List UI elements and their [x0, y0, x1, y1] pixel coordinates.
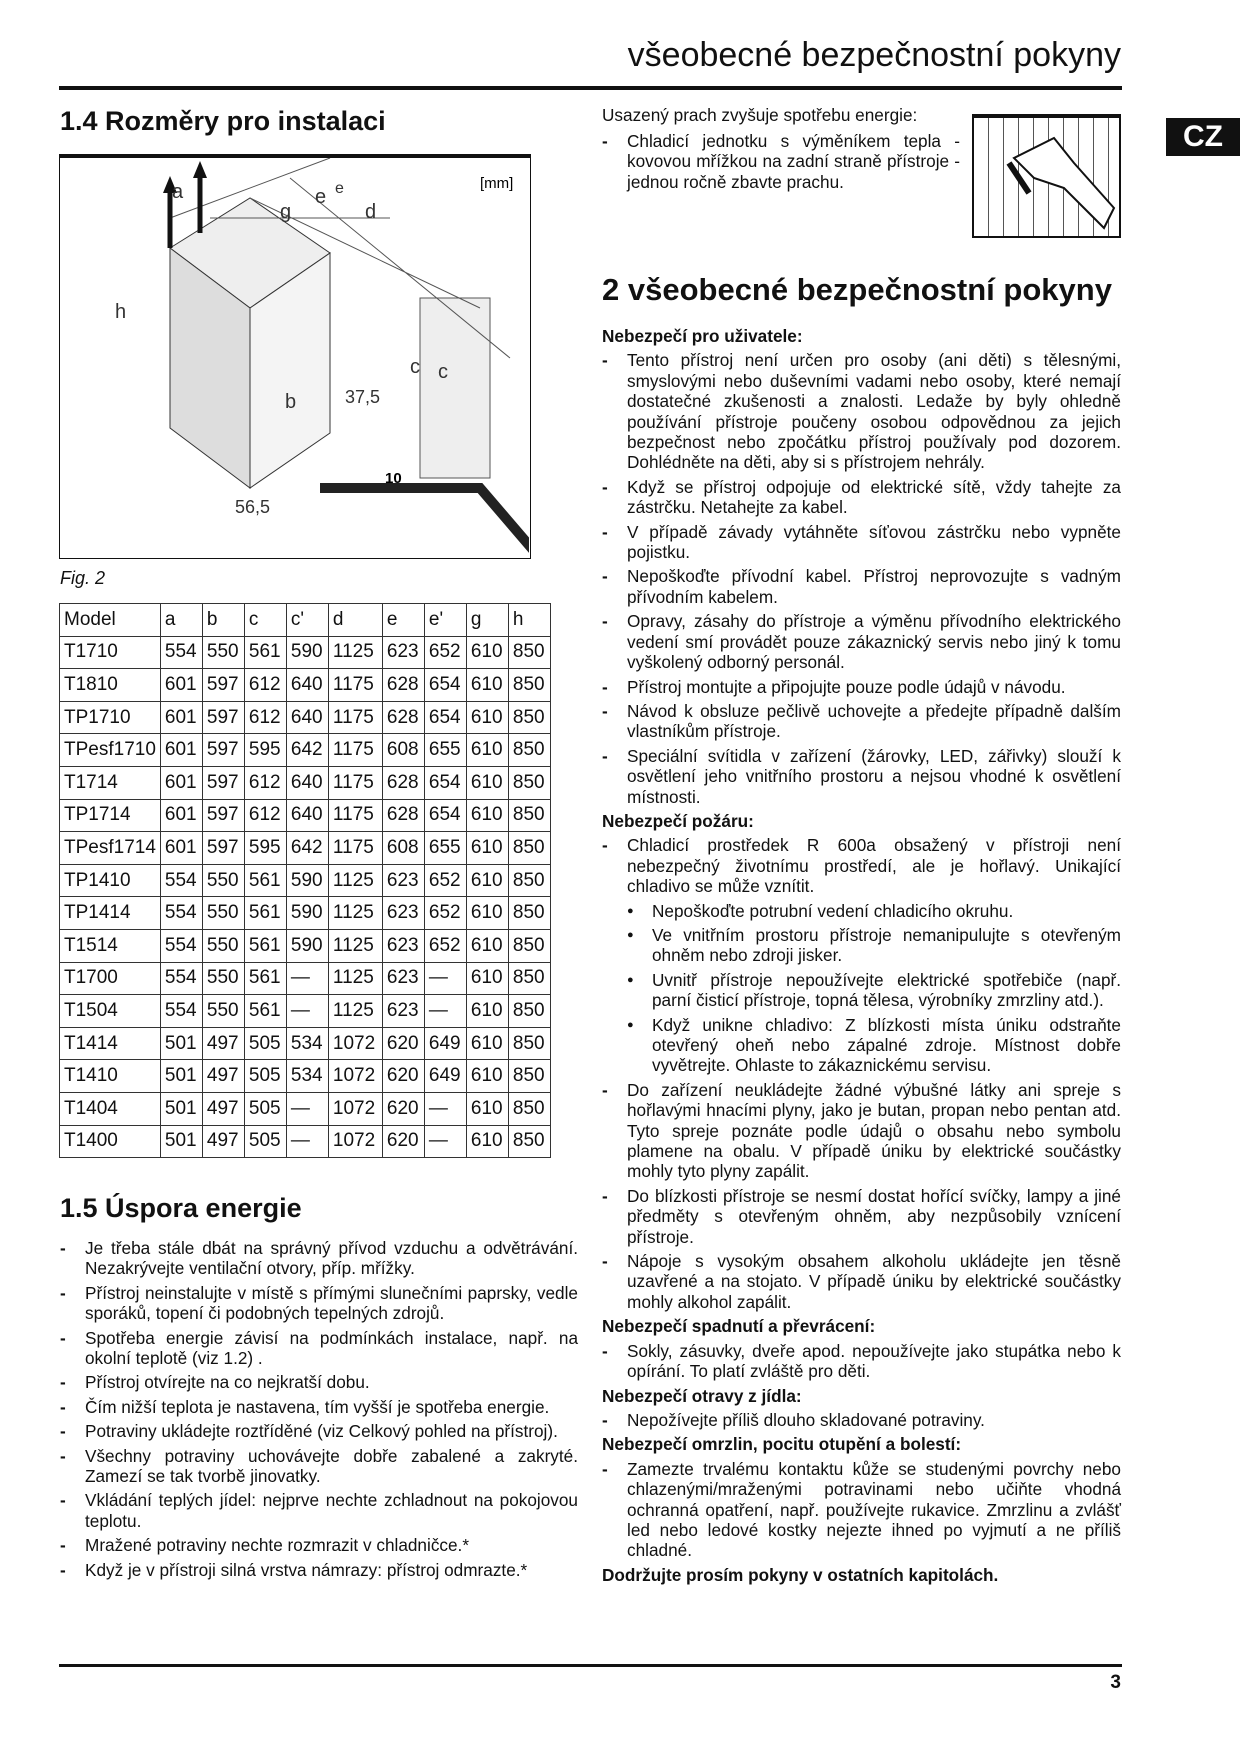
model-cell: TP1414: [60, 897, 161, 930]
dimension-cell: 640: [286, 701, 328, 734]
dimension-cell: 850: [508, 1060, 550, 1093]
dimension-cell: 610: [466, 1092, 508, 1125]
table-row: [60, 1125, 551, 1158]
list-item: - Opravy, zásahy do přístroje a výměnu přívodního elektrického vedení smí provádět pouze zákaznický servis nebo jiný k tomu vyškolený odborný personál.: [602, 611, 1121, 672]
dimension-cell: 1125: [328, 897, 382, 930]
dimension-cell: 642: [286, 734, 328, 767]
list-item: - Přístroj otvírejte na co nejkratší dobu.: [60, 1372, 578, 1392]
dimension-cell: 610: [466, 766, 508, 799]
footer-rule: [59, 1664, 1122, 1667]
dust-intro: Usazený prach zvyšuje spotřebu energie:: [602, 105, 918, 125]
dimension-cell: 850: [508, 734, 550, 767]
dimension-cell: 501: [160, 1027, 202, 1060]
dimension-cell: 505: [244, 1027, 286, 1060]
list-item: - Je třeba stále dbát na správný přívod vzduchu a odvětrávání. Nezakrývejte ventilační otvory, příp. mřížky.: [60, 1238, 578, 1279]
dim-e-prime-label: e: [335, 180, 344, 197]
dimension-cell: —: [286, 1125, 328, 1158]
dimension-cell: 1175: [328, 669, 382, 702]
list-item: - Spotřeba energie závisí na podmínkách instalace, např. na okolní teplotě (viz 1.2) .: [60, 1328, 578, 1369]
dimension-cell: 850: [508, 1125, 550, 1158]
fridge-dimensions-drawing: [60, 158, 529, 558]
dimension-cell: 601: [160, 832, 202, 865]
dimension-cell: 561: [244, 636, 286, 669]
fire-bullet-list: [602, 901, 1121, 1076]
dimension-cell: 1175: [328, 766, 382, 799]
dimension-cell: 654: [424, 766, 466, 799]
dim-g-label: g: [280, 201, 292, 223]
section-1-5-heading: 1.5 Úspora energie: [60, 1193, 302, 1223]
dim-a-label: a: [172, 181, 184, 203]
dimension-cell: —: [286, 1092, 328, 1125]
tip-danger-title: Nebezpečí spadnutí a převrácení:: [602, 1316, 876, 1337]
dimension-cell: —: [424, 962, 466, 995]
dimension-cell: 497: [202, 1027, 244, 1060]
fire-danger-list: [602, 835, 1121, 896]
dimension-cell: 628: [382, 766, 424, 799]
dimension-cell: 850: [508, 832, 550, 865]
column-header: b: [202, 604, 244, 637]
list-item: - Sokly, zásuvky, dveře apod. nepoužívejte jako stupátka nebo k opírání. To platí zvláště pro děti.: [602, 1341, 1121, 1382]
dimension-cell: 623: [382, 897, 424, 930]
dimension-cell: 850: [508, 766, 550, 799]
dimension-cell: 561: [244, 962, 286, 995]
table-row: [60, 962, 551, 995]
dimension-cell: 1072: [328, 1125, 382, 1158]
installation-dimensions-figure: [59, 154, 531, 559]
list-item: - Čím nižší teplota je nastavena, tím vyšší je spotřeba energie.: [60, 1397, 578, 1417]
dimension-cell: 1175: [328, 799, 382, 832]
dimension-cell: 597: [202, 766, 244, 799]
list-item: - Mražené potraviny nechte rozmrazit v chladničce.*: [60, 1535, 578, 1555]
dimension-cell: 550: [202, 897, 244, 930]
user-danger-list: [602, 350, 1121, 807]
table-row: [60, 832, 551, 865]
dimension-cell: 850: [508, 1027, 550, 1060]
dimension-cell: 620: [382, 1060, 424, 1093]
dimension-cell: 628: [382, 799, 424, 832]
dim-e-label: e: [315, 186, 327, 208]
dimension-cell: 652: [424, 897, 466, 930]
dimension-cell: 505: [244, 1092, 286, 1125]
dimension-cell: 601: [160, 669, 202, 702]
table-row: [60, 669, 551, 702]
table-header-row: [60, 604, 551, 637]
dim-b-label: b: [285, 391, 297, 413]
model-cell: T1504: [60, 995, 161, 1028]
dimension-cell: 601: [160, 799, 202, 832]
model-cell: TPesf1714: [60, 832, 161, 865]
list-item: - Do blízkosti přístroje se nesmí dostat hořící svíčky, lampy a jiné předměty s otevřeným ohněm, aby nezpůsobily vznícení přístroje.: [602, 1186, 1121, 1247]
dimension-cell: 610: [466, 669, 508, 702]
dimension-cell: 534: [286, 1027, 328, 1060]
model-cell: T1710: [60, 636, 161, 669]
dimension-cell: 595: [244, 734, 286, 767]
dimension-cell: —: [424, 1125, 466, 1158]
safety-content: [602, 322, 1121, 1589]
dimension-cell: 610: [466, 636, 508, 669]
dimension-cell: 850: [508, 929, 550, 962]
dimension-cell: 1072: [328, 1060, 382, 1093]
column-header: c': [286, 604, 328, 637]
dimension-cell: 550: [202, 962, 244, 995]
dimension-cell: 1072: [328, 1092, 382, 1125]
dimension-cell: 590: [286, 897, 328, 930]
dimension-cell: 1175: [328, 832, 382, 865]
table-row: [60, 1027, 551, 1060]
tip-danger-list: [602, 1341, 1121, 1382]
model-cell: TP1710: [60, 701, 161, 734]
table-row: [60, 799, 551, 832]
table-row: [60, 766, 551, 799]
poison-danger-title: Nebezpečí otravy z jídla:: [602, 1385, 802, 1406]
dimension-cell: 610: [466, 1027, 508, 1060]
dimension-cell: 505: [244, 1125, 286, 1158]
dimension-cell: 652: [424, 636, 466, 669]
dimension-cell: 554: [160, 962, 202, 995]
dimension-cell: 850: [508, 864, 550, 897]
dimension-cell: 554: [160, 864, 202, 897]
dimension-cell: 608: [382, 832, 424, 865]
language-tab: CZ: [1166, 118, 1240, 156]
dimension-cell: 601: [160, 701, 202, 734]
column-header: d: [328, 604, 382, 637]
table-row: [60, 734, 551, 767]
column-header: e: [382, 604, 424, 637]
dimension-cell: 554: [160, 897, 202, 930]
page-number: 3: [1110, 1672, 1121, 1693]
closing-note: Dodržujte prosím pokyny v ostatních kapitolách.: [602, 1564, 999, 1585]
dimension-cell: 590: [286, 636, 328, 669]
running-header-title: všeobecné bezpečnostní pokyny: [627, 36, 1121, 74]
dimension-cell: 1175: [328, 734, 382, 767]
dimension-cell: 610: [466, 1060, 508, 1093]
list-item: - Přístroj montujte a připojujte pouze podle údajů v návodu.: [602, 677, 1121, 697]
dim-c-prime-label: c: [438, 361, 448, 383]
dim-h-label: h: [115, 301, 127, 323]
dimension-cell: 608: [382, 734, 424, 767]
dimension-cell: 554: [160, 636, 202, 669]
dimension-cell: 1125: [328, 962, 382, 995]
model-cell: T1714: [60, 766, 161, 799]
table-row: [60, 995, 551, 1028]
dimension-cell: 850: [508, 1092, 550, 1125]
dimension-cell: 550: [202, 636, 244, 669]
dimension-cell: 642: [286, 832, 328, 865]
dimension-cell: —: [424, 1092, 466, 1125]
dimension-cell: 554: [160, 995, 202, 1028]
dimension-cell: 590: [286, 864, 328, 897]
column-header: a: [160, 604, 202, 637]
table-row: [60, 897, 551, 930]
dimension-cell: 501: [160, 1125, 202, 1158]
dimension-cell: 612: [244, 701, 286, 734]
table-row: [60, 701, 551, 734]
list-item: - Vkládání teplých jídel: nejprve nechte zchladnout na pokojovou teplotu.: [60, 1490, 578, 1531]
table-row: [60, 929, 551, 962]
frost-danger-title: Nebezpečí omrzlin, pocitu otupění a bolestí:: [602, 1434, 962, 1455]
list-item: - Potraviny ukládejte roztříděné (viz Celkový pohled na přístroj).: [60, 1421, 578, 1441]
user-danger-title: Nebezpečí pro uživatele:: [602, 326, 803, 346]
frost-danger-list: [602, 1459, 1121, 1561]
model-cell: TP1410: [60, 864, 161, 897]
dimensions-table: [59, 603, 551, 1158]
dimension-cell: 550: [202, 864, 244, 897]
fire-danger-title: Nebezpečí požáru:: [602, 810, 754, 831]
section-1-4-heading: 1.4 Rozměry pro instalaci: [60, 106, 386, 136]
dimension-cell: 597: [202, 701, 244, 734]
dimension-cell: 610: [466, 799, 508, 832]
dimension-cell: 1125: [328, 864, 382, 897]
list-item: - Když se přístroj odpojuje od elektrické sítě, vždy tahejte za zástrčku. Netahejte za kabel.: [602, 477, 1121, 518]
dimension-cell: —: [286, 962, 328, 995]
dimension-cell: 850: [508, 669, 550, 702]
poison-danger-list: [602, 1410, 1121, 1430]
dimension-cell: 561: [244, 929, 286, 962]
header-rule: [59, 86, 1122, 90]
list-item: - Návod k obsluze pečlivě uchovejte a předejte případně dalším vlastníkům přístroje.: [602, 701, 1121, 742]
dimension-cell: 850: [508, 962, 550, 995]
list-item: ● Uvnitř přístroje nepoužívejte elektrické spotřebiče (např. parní čisticí přístroje, topná tělesa, výrobníky zmrzliny atd.).: [602, 970, 1121, 1011]
dimension-cell: 597: [202, 799, 244, 832]
list-item: ● Nepoškoďte potrubní vedení chladicího okruhu.: [602, 901, 1121, 921]
table-row: [60, 1060, 551, 1093]
dimension-cell: 505: [244, 1060, 286, 1093]
model-cell: TP1714: [60, 799, 161, 832]
dimension-cell: —: [286, 995, 328, 1028]
dimension-cell: 610: [466, 832, 508, 865]
list-item: - Přístroj neinstalujte v místě s přímými slunečními paprsky, vedle sporáků, topení či podobných tepelných zdrojů.: [60, 1283, 578, 1324]
list-item: - Tento přístroj není určen pro osoby (ani děti) s tělesnými, smyslovými nebo duševními vadami nebo osoby, které nemají dostatečné zkušenosti a znalosti. Ledaže by byly ohledně používání přístroje poučeny osobou odpovědnou za jejich bezpečnost nebo zpočátku přístroj používaly pod dozorem. Dohlédněte na děti, aby si s přístrojem nehrály.: [602, 350, 1121, 472]
column-header: e': [424, 604, 466, 637]
dimension-cell: 850: [508, 636, 550, 669]
dimension-cell: 623: [382, 995, 424, 1028]
dimension-cell: 550: [202, 995, 244, 1028]
model-cell: T1414: [60, 1027, 161, 1060]
model-cell: TPesf1710: [60, 734, 161, 767]
model-cell: T1810: [60, 669, 161, 702]
dimension-cell: 623: [382, 929, 424, 962]
list-item: - Nápoje s vysokým obsahem alkoholu ukládejte jen těsně uzavřené a na stojato. V případě úniku by elektrické součástky mohly alkohol zapálit.: [602, 1251, 1121, 1312]
dimension-cell: 654: [424, 799, 466, 832]
section-2-heading: 2 všeobecné bezpečnostní pokyny: [602, 272, 1112, 307]
table-row: [60, 1092, 551, 1125]
tool-size-label: 10: [385, 470, 402, 487]
dimension-cell: 597: [202, 734, 244, 767]
dimension-cell: 623: [382, 962, 424, 995]
dimension-cell: 601: [160, 734, 202, 767]
dimension-cell: 610: [466, 1125, 508, 1158]
dimension-cell: 612: [244, 766, 286, 799]
energy-saving-list: [60, 1238, 578, 1584]
list-item: - Když je v přístroji silná vrstva námrazy: přístroj odmrazte.*: [60, 1560, 578, 1580]
dimension-cell: 597: [202, 832, 244, 865]
brush-hand-icon: [974, 118, 1119, 236]
dimension-cell: 612: [244, 799, 286, 832]
dimension-cell: 649: [424, 1027, 466, 1060]
dimension-cell: 850: [508, 701, 550, 734]
dimension-cell: 610: [466, 995, 508, 1028]
column-header: g: [466, 604, 508, 637]
list-item: - Speciální svítidla v zařízení (žárovky, LED, zářivky) slouží k osvětlení jeho vnitřního prostoru a nejsou vhodné k osvětlení místnosti.: [602, 746, 1121, 807]
model-cell: T1410: [60, 1060, 161, 1093]
column-header: Model: [60, 604, 161, 637]
dimension-cell: 623: [382, 636, 424, 669]
table-row: [60, 636, 551, 669]
dimension-cell: 610: [466, 701, 508, 734]
fire-danger-list-2: [602, 1080, 1121, 1312]
dimension-cell: 640: [286, 669, 328, 702]
figure-caption: Fig. 2: [60, 568, 106, 588]
dimension-cell: 1072: [328, 1027, 382, 1060]
dimension-cell: 595: [244, 832, 286, 865]
dim-d-label: d: [365, 201, 377, 223]
dimension-cell: 610: [466, 962, 508, 995]
dimension-cell: 620: [382, 1125, 424, 1158]
column-header: c: [244, 604, 286, 637]
dimension-cell: 610: [466, 864, 508, 897]
dimension-cell: 649: [424, 1060, 466, 1093]
list-item: - Všechny potraviny uchovávejte dobře zabalené a zakryté. Zamezí se tak tvorbě jinovatky.: [60, 1446, 578, 1487]
dimension-cell: 628: [382, 669, 424, 702]
angle-label: 37,5: [345, 387, 381, 407]
dimension-cell: 550: [202, 929, 244, 962]
dim-c-label: c: [410, 356, 420, 378]
dimension-cell: 561: [244, 864, 286, 897]
dimension-cell: 497: [202, 1060, 244, 1093]
list-item: - Chladicí jednotku s výměníkem tepla - kovovou mřížkou na zadní straně přístroje - jednou ročně zbavte prachu.: [602, 131, 960, 192]
dimension-cell: 534: [286, 1060, 328, 1093]
table-row: [60, 864, 551, 897]
dimension-cell: 850: [508, 897, 550, 930]
dimension-cell: 654: [424, 701, 466, 734]
dimension-cell: 1125: [328, 995, 382, 1028]
dimension-cell: 628: [382, 701, 424, 734]
dimension-cell: 1175: [328, 701, 382, 734]
dimension-cell: 612: [244, 669, 286, 702]
dimension-cell: 601: [160, 766, 202, 799]
list-item: ● Ve vnitřním prostoru přístroje nemanipulujte s otevřeným ohněm nebo zdroji jisker.: [602, 925, 1121, 966]
column-header: h: [508, 604, 550, 637]
dimension-cell: 654: [424, 669, 466, 702]
list-item: - Chladicí prostředek R 600a obsažený v přístroji není nebezpečný životnímu prostředí, ale je hořlavý. Unikající chladivo se může vznítit.: [602, 835, 1121, 896]
dimension-cell: 640: [286, 766, 328, 799]
unit-label: [mm]: [480, 175, 514, 192]
dimension-cell: 652: [424, 929, 466, 962]
dimension-cell: 497: [202, 1125, 244, 1158]
dimension-cell: 597: [202, 669, 244, 702]
dimension-cell: 652: [424, 864, 466, 897]
list-item: - V případě závady vytáhněte síťovou zástrčku nebo vypněte pojistku.: [602, 522, 1121, 563]
model-cell: T1700: [60, 962, 161, 995]
dimension-cell: 501: [160, 1060, 202, 1093]
dimension-cell: 561: [244, 995, 286, 1028]
model-cell: T1400: [60, 1125, 161, 1158]
dimension-cell: 850: [508, 995, 550, 1028]
dimension-cell: 623: [382, 864, 424, 897]
list-item: - Do zařízení neukládejte žádné výbušné látky ani spreje s hořlavými hnacími plyny, jako je butan, propan nebo pentan atd. Tyto spreje poznáte podle údajů o obsahu nebo symbolu plamene na obalu. V případě úniku by elektrické součástky mohly tyto plyny zapálit.: [602, 1080, 1121, 1182]
dimension-cell: 501: [160, 1092, 202, 1125]
dimension-cell: 1125: [328, 636, 382, 669]
list-item: - Nepoškoďte přívodní kabel. Přístroj neprovozujte s vadným přívodním kabelem.: [602, 566, 1121, 607]
dimension-cell: 610: [466, 897, 508, 930]
model-cell: T1514: [60, 929, 161, 962]
list-item: - Nepožívejte příliš dlouho skladované potraviny.: [602, 1410, 1121, 1430]
dimension-cell: 610: [466, 734, 508, 767]
dimension-cell: 620: [382, 1027, 424, 1060]
dimension-cell: 1125: [328, 929, 382, 962]
dimension-cell: 620: [382, 1092, 424, 1125]
dimension-cell: 655: [424, 734, 466, 767]
model-cell: T1404: [60, 1092, 161, 1125]
dimension-cell: 655: [424, 832, 466, 865]
dimension-cell: 554: [160, 929, 202, 962]
dimension-cell: 850: [508, 799, 550, 832]
dimension-cell: 610: [466, 929, 508, 962]
dimension-cell: 497: [202, 1092, 244, 1125]
depth-label: 56,5: [235, 497, 271, 517]
list-item: ● Když unikne chladivo: Z blízkosti místa úniku odstraňte otevřený oheň nebo zápalné zdroje. Místnost dobře vyvětrejte. Ohlaste to zákaznickému servisu.: [602, 1015, 1121, 1076]
dimension-cell: 590: [286, 929, 328, 962]
dimension-cell: 640: [286, 799, 328, 832]
list-item: - Zamezte trvalému kontaktu kůže se studenými povrchy nebo chlazenými/mraženými potravinami nebo učiňte vhodná ochranná opatření, např. používejte rukavice. Zmrzlinu a zvlášť led nebo ledové kostky nejezte ihned po vyjmutí a ne příliš chladné.: [602, 1459, 1121, 1561]
dimension-cell: 561: [244, 897, 286, 930]
cleaning-brush-illustration: [972, 114, 1121, 238]
dimension-cell: —: [424, 995, 466, 1028]
dust-list: [602, 131, 960, 196]
